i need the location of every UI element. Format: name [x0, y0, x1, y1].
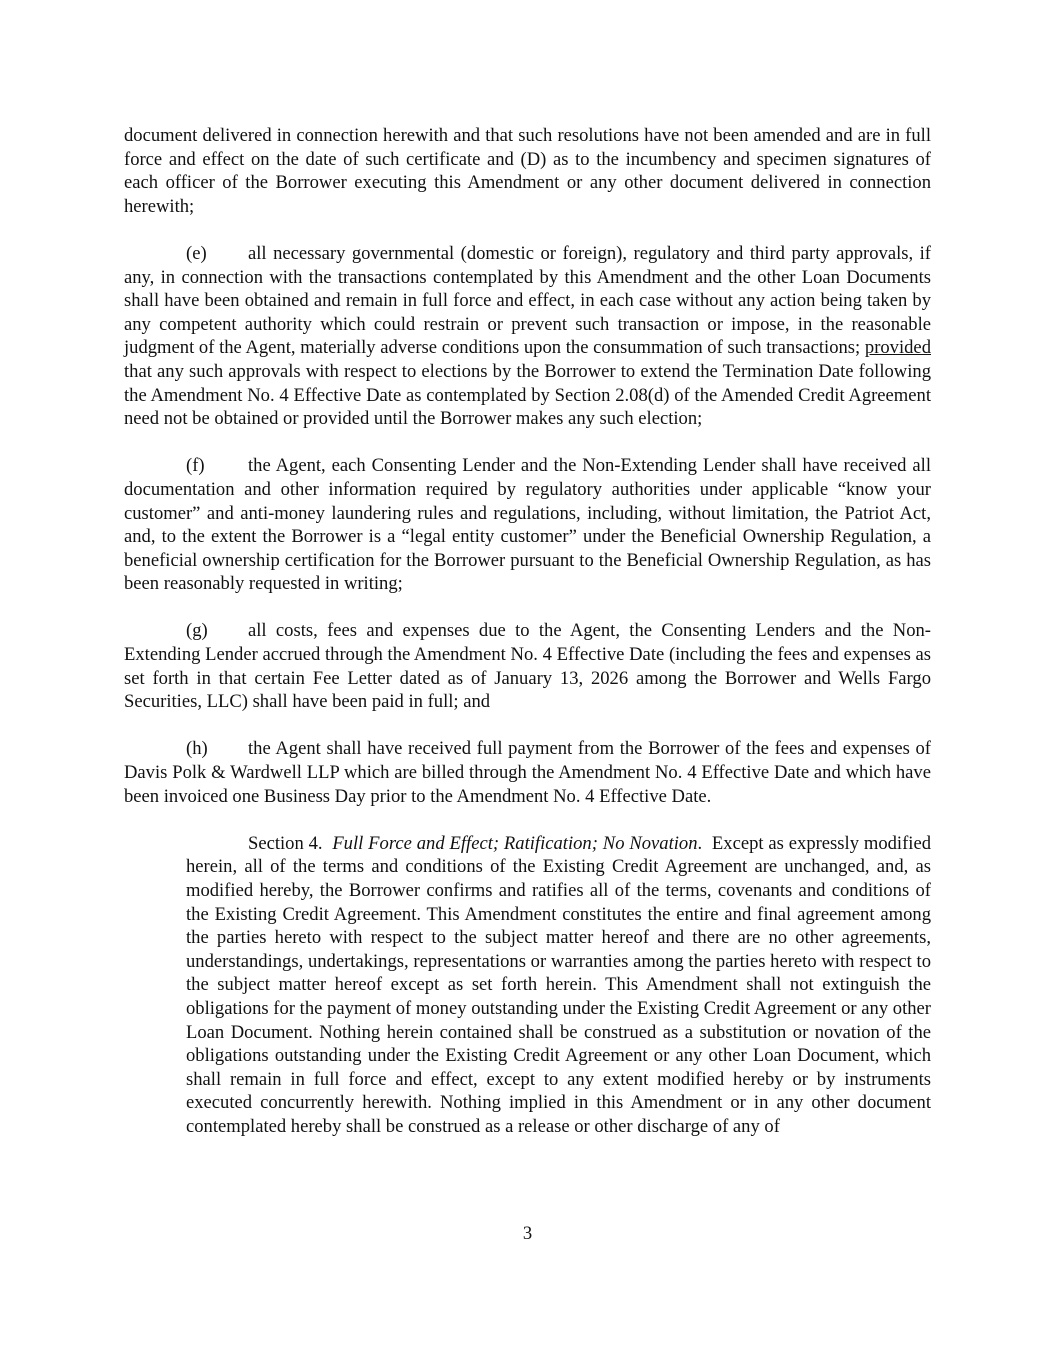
- section-4-heading: Full Force and Effect; Ratification; No Novation: [332, 832, 698, 854]
- section-4-text: Except as expressly modified herein, all of the terms and conditions of the Existing Credit Agreement are unchanged, and, as modified hereby, the Borrower confirms and ratifies all of the terms, covenants and conditions of the Existing Credit Agreement. This Amendment constitutes the entire and final agreement among the parties hereto with respect to the subject matter hereof and there are no other agreements, understandings, undertakings, representations or warranties among the parties hereto with respect to the subject matter hereof except as set forth herein. This Amendment shall not extinguish the obligations for the payment of money outstanding under the Existing Credit Agreement or any other Loan Document. Nothing herein contained shall be construed as a substitution or novation of the obligations outstanding under the Existing Credit Agreement or any other Loan Document, which shall remain in full force and effect, except to any extent modified hereby or by instruments executed concurrently herewith. Nothing implied in this Amendment or in any other document contemplated hereby shall be construed as a release or other discharge of any of: [186, 832, 931, 1137]
- section-4-label: Section 4.: [248, 832, 323, 854]
- section-4-paragraph: [186, 832, 931, 1139]
- condition-e: [124, 242, 931, 431]
- condition-h-marker: (h): [186, 738, 208, 760]
- condition-e-text: all necessary governmental (domestic or foreign), regulatory and third party approvals, if any, in connection with the transactions contemplated by this Amendment and the other Loan Documents shall have been obtained and remain in full force and effect, in each case without any action being taken by any competent authority which could restrain or prevent such transaction or impose, in the reasonable judgment of the Agent, materially adverse conditions upon the consummation of such transactions;: [124, 242, 931, 359]
- condition-e-text-cont: that any such approvals with respect to elections by the Borrower to extend the Termination Date following the Amendment No. 4 Effective Date as contemplated by Section 2.08(d) of the Amended Credit Agreement need not be obtained or provided until the Borrower makes any such election;: [124, 360, 931, 430]
- page-number: 3: [522, 1223, 533, 1244]
- condition-f: [124, 454, 931, 596]
- section-4-heading-period: .: [697, 832, 703, 854]
- condition-g-text: all costs, fees and expenses due to the Agent, the Consenting Lenders and the Non-Extending Lender accrued through the Amendment No. 4 Effective Date (including the fees and expenses as set forth in that certain Fee Letter dated as of January 13, 2026 among the Borrower and Wells Fargo Securities, LLC) shall have been paid in full; and: [124, 620, 931, 713]
- condition-f-text: the Agent, each Consenting Lender and the Non-Extending Lender shall have received all documentation and other information required by regulatory authorities under applicable “know your customer” and anti-money laundering rules and regulations, including, without limitation, the Patriot Act, and, to the extent the Borrower is a “legal entity customer” under the Beneficial Ownership Regulation, a beneficial ownership certification for the Borrower pursuant to the Beneficial Ownership Regulation, as has been reasonably requested in writing;: [124, 455, 931, 595]
- provided-term: provided: [864, 337, 931, 359]
- condition-g: [124, 619, 931, 713]
- condition-f-marker: (f): [186, 455, 205, 477]
- condition-e-marker: (e): [186, 242, 207, 264]
- condition-h: [124, 737, 931, 808]
- continuation-text: document delivered in connection herewith and that such resolutions have not been amended and are in full force and effect on the date of such certificate and (D) as to the incumbency and specimen signatures of each officer of the Borrower executing this Amendment or any other document delivered in connection herewith;: [124, 125, 931, 217]
- continuation-paragraph: [124, 124, 931, 218]
- condition-h-text: the Agent shall have received full payment from the Borrower of the fees and expenses of Davis Polk & Wardwell LLP which are billed through the Amendment No. 4 Effective Date and which have been invoiced one Business Day prior to the Amendment No. 4 Effective Date.: [124, 738, 931, 807]
- condition-g-marker: (g): [186, 620, 208, 642]
- page-body: [124, 124, 931, 1139]
